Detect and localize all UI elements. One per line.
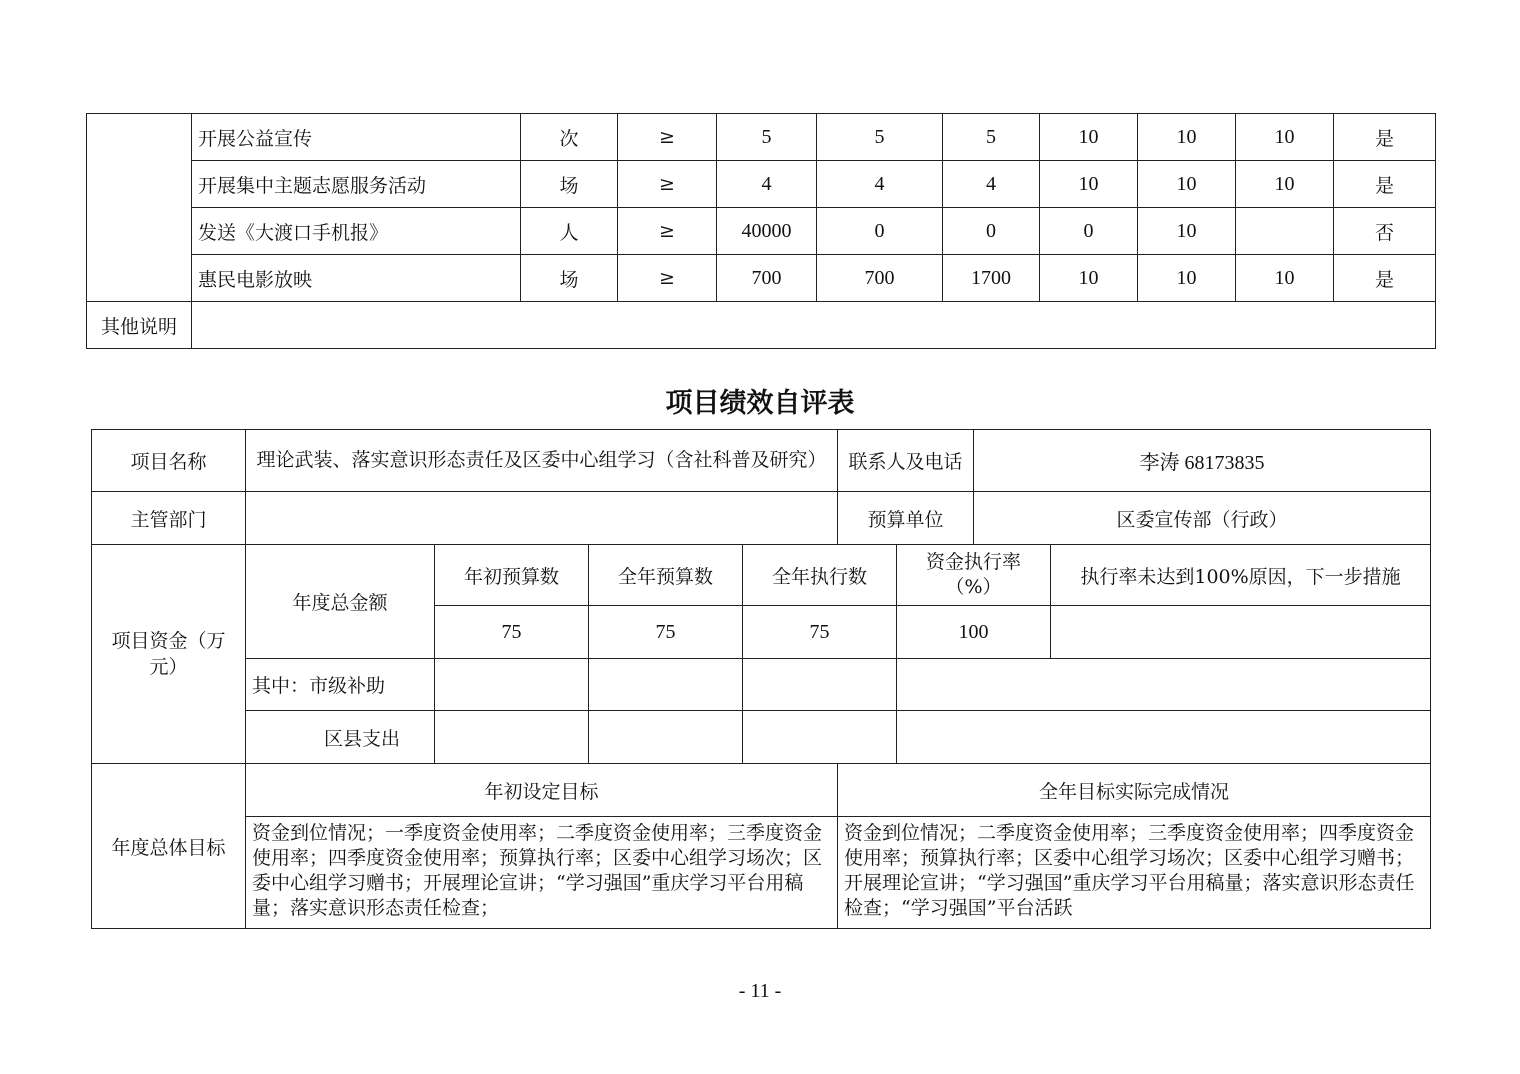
indicator-achieved: 是 xyxy=(1334,114,1436,161)
actual-goal-header: 全年目标实际完成情况 xyxy=(838,764,1431,817)
project-name-value: 理论武装、落实意识形态责任及区委中心组学习（含社科普及研究） xyxy=(246,430,838,492)
table-row xyxy=(92,659,1431,711)
indicator-name: 惠民电影放映 xyxy=(192,255,521,302)
indicator-plan: 4 xyxy=(817,161,943,208)
indicator-score xyxy=(1236,208,1334,255)
contact-value: 李涛 68173835 xyxy=(974,430,1431,492)
total-amount-label: 年度总金额 xyxy=(246,545,435,659)
table-row xyxy=(87,255,1436,302)
indicator-weight: 10 xyxy=(1040,255,1138,302)
city-subsidy-value xyxy=(743,659,897,711)
indicator-plan: 0 xyxy=(817,208,943,255)
district-expense-value xyxy=(743,711,897,764)
funds-header: 全年预算数 xyxy=(589,545,743,606)
indicator-score: 10 xyxy=(1236,161,1334,208)
page-number: - 11 - xyxy=(738,980,782,1002)
other-notes-row xyxy=(87,302,1436,349)
table-row xyxy=(87,161,1436,208)
indicator-unit: 场 xyxy=(521,255,618,302)
table-row xyxy=(87,114,1436,161)
funds-value: 75 xyxy=(743,606,897,659)
table-row xyxy=(87,208,1436,255)
indicator-operator: ≥ xyxy=(618,161,717,208)
actual-goal-text: 资金到位情况；二季度资金使用率；三季度资金使用率；四季度资金使用率；预算执行率；区委中心组学习场次；区委中心组学习赠书；开展理论宣讲；“学习强国”重庆学习平台用稿量；落实意识形态责任检查；“学习强国”平台活跃 xyxy=(838,817,1431,929)
indicator-operator: ≥ xyxy=(618,208,717,255)
indicator-actual: 0 xyxy=(943,208,1040,255)
indicator-weight: 0 xyxy=(1040,208,1138,255)
table-row xyxy=(92,817,1431,929)
indicator-score-max: 10 xyxy=(1138,114,1236,161)
table-row xyxy=(92,711,1431,764)
annual-goal-label: 年度总体目标 xyxy=(92,764,246,929)
budget-unit-value: 区委宣传部（行政） xyxy=(974,492,1431,545)
funds-header: 年初预算数 xyxy=(435,545,589,606)
funds-value: 75 xyxy=(435,606,589,659)
table-row xyxy=(92,430,1431,492)
funds-value: 75 xyxy=(589,606,743,659)
indicator-table xyxy=(86,113,1436,349)
page-title: 项目绩效自评表 xyxy=(665,388,855,419)
indicator-actual: 4 xyxy=(943,161,1040,208)
city-subsidy-value xyxy=(589,659,743,711)
funds-value: 100 xyxy=(897,606,1051,659)
indicator-score-max: 10 xyxy=(1138,161,1236,208)
city-subsidy-value xyxy=(435,659,589,711)
funds-label: 项目资金（万元） xyxy=(92,545,246,764)
indicator-unit: 次 xyxy=(521,114,618,161)
indicator-operator: ≥ xyxy=(618,255,717,302)
indicator-actual: 1700 xyxy=(943,255,1040,302)
indicator-target: 40000 xyxy=(717,208,817,255)
indicator-target: 700 xyxy=(717,255,817,302)
district-expense-value xyxy=(435,711,589,764)
city-subsidy-label: 其中：市级补助 xyxy=(246,659,435,711)
funds-value xyxy=(1051,606,1431,659)
indicator-score-max: 10 xyxy=(1138,208,1236,255)
funds-header: 全年执行数 xyxy=(743,545,897,606)
indicator-operator: ≥ xyxy=(618,114,717,161)
indicator-name: 开展集中主题志愿服务活动 xyxy=(192,161,521,208)
indicator-score: 10 xyxy=(1236,255,1334,302)
category-cell xyxy=(87,114,192,302)
district-expense-label: 区县支出 xyxy=(246,711,435,764)
funds-header: 执行率未达到100%原因，下一步措施 xyxy=(1051,545,1431,606)
other-notes-label: 其他说明 xyxy=(87,302,192,349)
dept-value xyxy=(246,492,838,545)
indicator-achieved: 否 xyxy=(1334,208,1436,255)
indicator-target: 4 xyxy=(717,161,817,208)
table-row xyxy=(92,492,1431,545)
performance-table xyxy=(91,429,1431,929)
indicator-unit: 场 xyxy=(521,161,618,208)
table-row xyxy=(92,545,1431,606)
district-expense-value xyxy=(897,711,1431,764)
table-row xyxy=(92,764,1431,817)
budget-unit-label: 预算单位 xyxy=(838,492,974,545)
indicator-achieved: 是 xyxy=(1334,255,1436,302)
other-notes-value xyxy=(192,302,1436,349)
city-subsidy-value xyxy=(897,659,1431,711)
indicator-achieved: 是 xyxy=(1334,161,1436,208)
indicator-name: 发送《大渡口手机报》 xyxy=(192,208,521,255)
contact-label: 联系人及电话 xyxy=(838,430,974,492)
project-name-label: 项目名称 xyxy=(92,430,246,492)
indicator-weight: 10 xyxy=(1040,114,1138,161)
indicator-actual: 5 xyxy=(943,114,1040,161)
district-expense-value xyxy=(589,711,743,764)
dept-label: 主管部门 xyxy=(92,492,246,545)
indicator-score: 10 xyxy=(1236,114,1334,161)
indicator-plan: 5 xyxy=(817,114,943,161)
indicator-unit: 人 xyxy=(521,208,618,255)
initial-goal-header: 年初设定目标 xyxy=(246,764,838,817)
funds-header: 资金执行率（%） xyxy=(897,545,1051,606)
indicator-name: 开展公益宣传 xyxy=(192,114,521,161)
initial-goal-text: 资金到位情况；一季度资金使用率；二季度资金使用率；三季度资金使用率；四季度资金使用率；预算执行率；区委中心组学习场次；区委中心组学习赠书；开展理论宣讲；“学习强国”重庆学习平台用稿量；落实意识形态责任检查； xyxy=(246,817,838,929)
indicator-score-max: 10 xyxy=(1138,255,1236,302)
indicator-weight: 10 xyxy=(1040,161,1138,208)
indicator-plan: 700 xyxy=(817,255,943,302)
indicator-target: 5 xyxy=(717,114,817,161)
